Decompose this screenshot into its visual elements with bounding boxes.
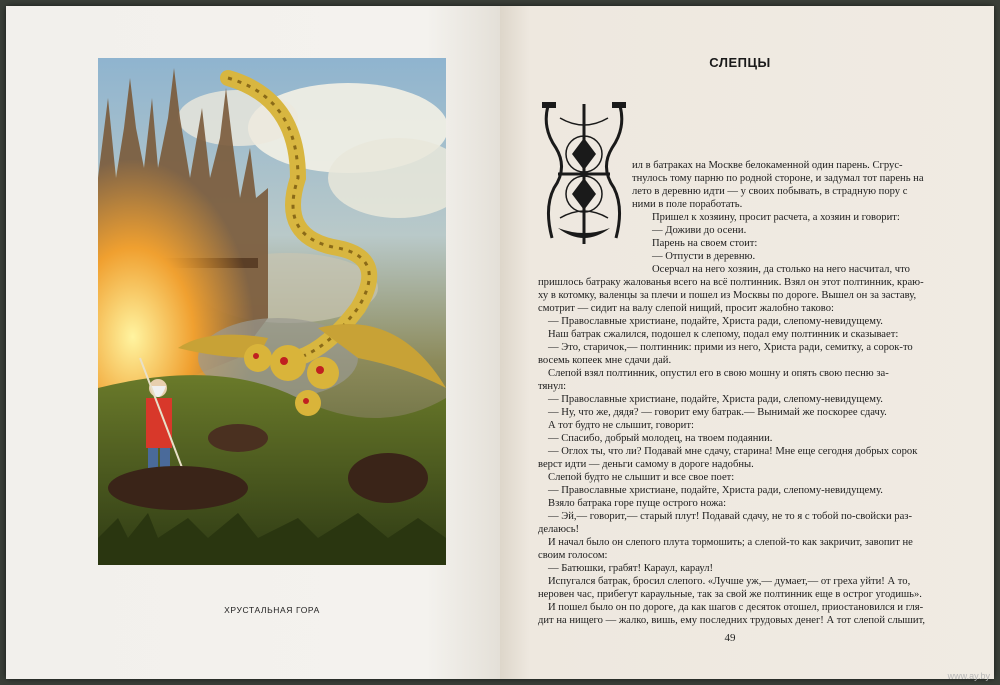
text-line: — Эй,— говорит,— старый плут! Подавай сдачу, не то я с тобой по-свойски раз- bbox=[548, 511, 912, 522]
text-line: пришлось батраку жалованья всего на всё полтинник. Взял он этот полтинник, краю- bbox=[538, 277, 924, 288]
text-line: Слепой будто не слышит и все свое поет: bbox=[548, 472, 735, 483]
text-line: тянул: bbox=[538, 381, 567, 392]
text-line: — Православные христиане, подайте, Христа ради, слепому-невидущему. bbox=[548, 316, 883, 327]
text-line: ху в котомку, валенцы за плечи и пошел из Москвы по дороге. Вышел он за заставу, bbox=[538, 290, 917, 301]
text-line: Взяло батрака горе пуще острого ножа: bbox=[548, 498, 727, 509]
watermark: www.ay.by bbox=[947, 671, 990, 681]
text-line: смотрит — сидит на валу слепой нищий, просит жалобно таково: bbox=[538, 303, 834, 314]
text-line: Осерчал на него хозяин, да столько на него насчитал, что bbox=[652, 264, 910, 275]
page-number: 49 bbox=[724, 632, 736, 644]
text-line: Парень на своем стоит: bbox=[652, 238, 758, 249]
text-line: верст идти — деньги самому в дороге надобны. bbox=[538, 459, 754, 470]
text-line: — Православные христиане, подайте, Христа ради, слепому-невидущему. bbox=[548, 485, 883, 496]
text-line: И пошел было он по дороге, да как шагов с десяток отошел, приостановился и гля- bbox=[548, 602, 924, 613]
text-line: своим голосом: bbox=[538, 550, 608, 561]
illustration-caption: ХРУСТАЛЬНАЯ ГОРА bbox=[224, 605, 320, 615]
text-line: делаюсь! bbox=[538, 524, 580, 535]
text-line: восемь копеек мне сдачи дай. bbox=[538, 355, 672, 366]
text-line: — Это, старичок,— полтинник: прими из него, Христа ради, семитку, а сорок-то bbox=[548, 342, 913, 353]
text-line: — Ну, что же, дядя? — говорит ему батрак.— Вынимай же поскорее сдачу. bbox=[548, 407, 887, 418]
text-line: Пришел к хозяину, просит расчета, а хозяин и говорит: bbox=[652, 212, 900, 223]
text-line: — Православные христиане, подайте, Христа ради, слепому-невидущему. bbox=[548, 394, 883, 405]
dragon-illustration bbox=[98, 58, 446, 565]
text-line: А тот будто не слышит, говорит: bbox=[548, 420, 694, 431]
text-line: — Отпусти в деревню. bbox=[652, 251, 756, 262]
text-line: ил в батраках на Москве белокаменной один парень. Сгрус- bbox=[632, 160, 903, 171]
text-line: — Спасибо, добрый молодец, на твоем подаянии. bbox=[548, 433, 773, 444]
text-line: дит на нищего — жалко, вишь, ему последних трудовых денег! А тот слепой слышит, bbox=[538, 615, 926, 626]
text-line: — Доживи до осени. bbox=[652, 225, 747, 236]
text-line: — Оглох ты, что ли? Подавай мне сдачу, старина! Мне еще сегодня добрых сорок bbox=[548, 446, 918, 457]
story-title: СЛЕПЦЫ bbox=[709, 55, 771, 70]
drop-cap-ornament bbox=[538, 98, 630, 250]
text-line: И начал было он слепого плута тормошить; а слепой-то как закричит, завопит не bbox=[548, 537, 913, 548]
text-line: неровен час, прибегут караульные, так за свой же полтинник еще в острог угодишь». bbox=[538, 589, 922, 600]
text-line: Наш батрак сжалился, подошел к слепому, подал ему полтинник и сказывает: bbox=[548, 329, 899, 340]
text-line: Испугался батрак, бросил слепого. «Лучше уж,— думает,— от греха уйти! А то, bbox=[548, 576, 911, 587]
text-line: Слепой взял полтинник, опустил его в свою мошну и опять свою песню за- bbox=[548, 368, 889, 379]
text-line: ними в поле поработать. bbox=[632, 199, 743, 210]
text-line: лето в деревню идти — у своих побывать, в страдную пору с bbox=[632, 186, 908, 197]
text-line: — Батюшки, грабят! Караул, караул! bbox=[548, 563, 714, 574]
text-line: тнулось тому парню по родной стороне, и задумал тот парень на bbox=[632, 173, 924, 184]
